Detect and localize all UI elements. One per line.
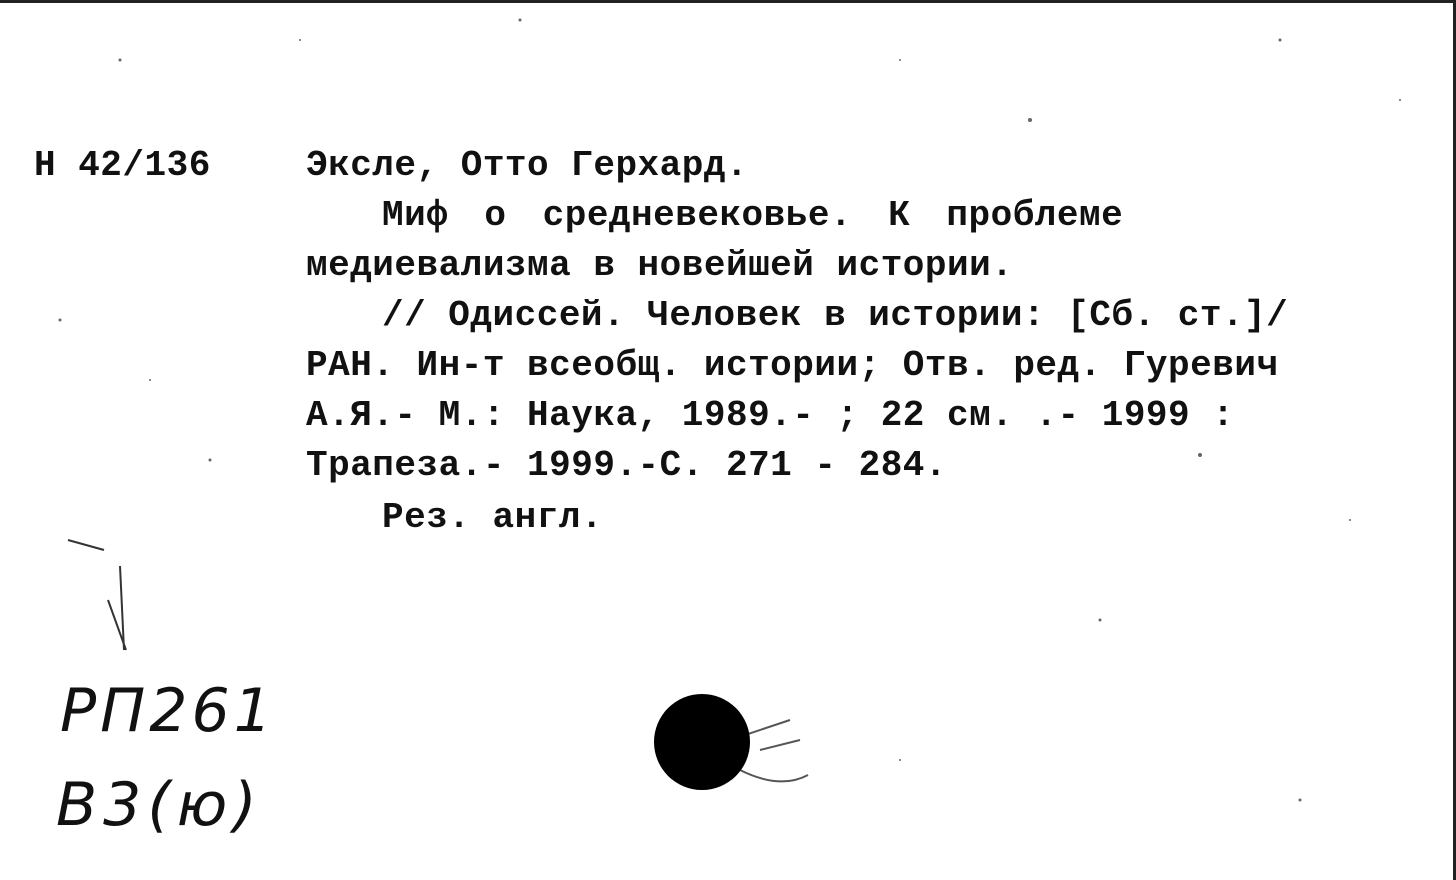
card-line-author: Эксле, Отто Герхард. bbox=[306, 145, 749, 186]
handwritten-code-2: В3(ю) bbox=[56, 770, 263, 840]
handwritten-code-1: РП261 bbox=[60, 676, 276, 746]
shelf-mark: Н 42/136 bbox=[34, 145, 211, 186]
card-line-title-cont: медиевализма в новейшей истории. bbox=[306, 245, 1014, 286]
card-line-pages: Трапеза.- 1999.-С. 271 - 284. bbox=[306, 445, 948, 486]
punch-hole bbox=[654, 694, 750, 790]
card-line-title: Миф о средневековье. К проблеме bbox=[382, 195, 1124, 236]
card-line-summary: Рез. англ. bbox=[382, 497, 604, 538]
card-line-publisher: РАН. Ин-т всеобщ. истории; Отв. ред. Гуревич bbox=[306, 345, 1279, 386]
card-line-source: // Одиссей. Человек в истории: [Сб. ст.]/ bbox=[382, 295, 1289, 336]
card-line-imprint: А.Я.- М.: Наука, 1989.- ; 22 см. .- 1999 : bbox=[306, 395, 1235, 436]
